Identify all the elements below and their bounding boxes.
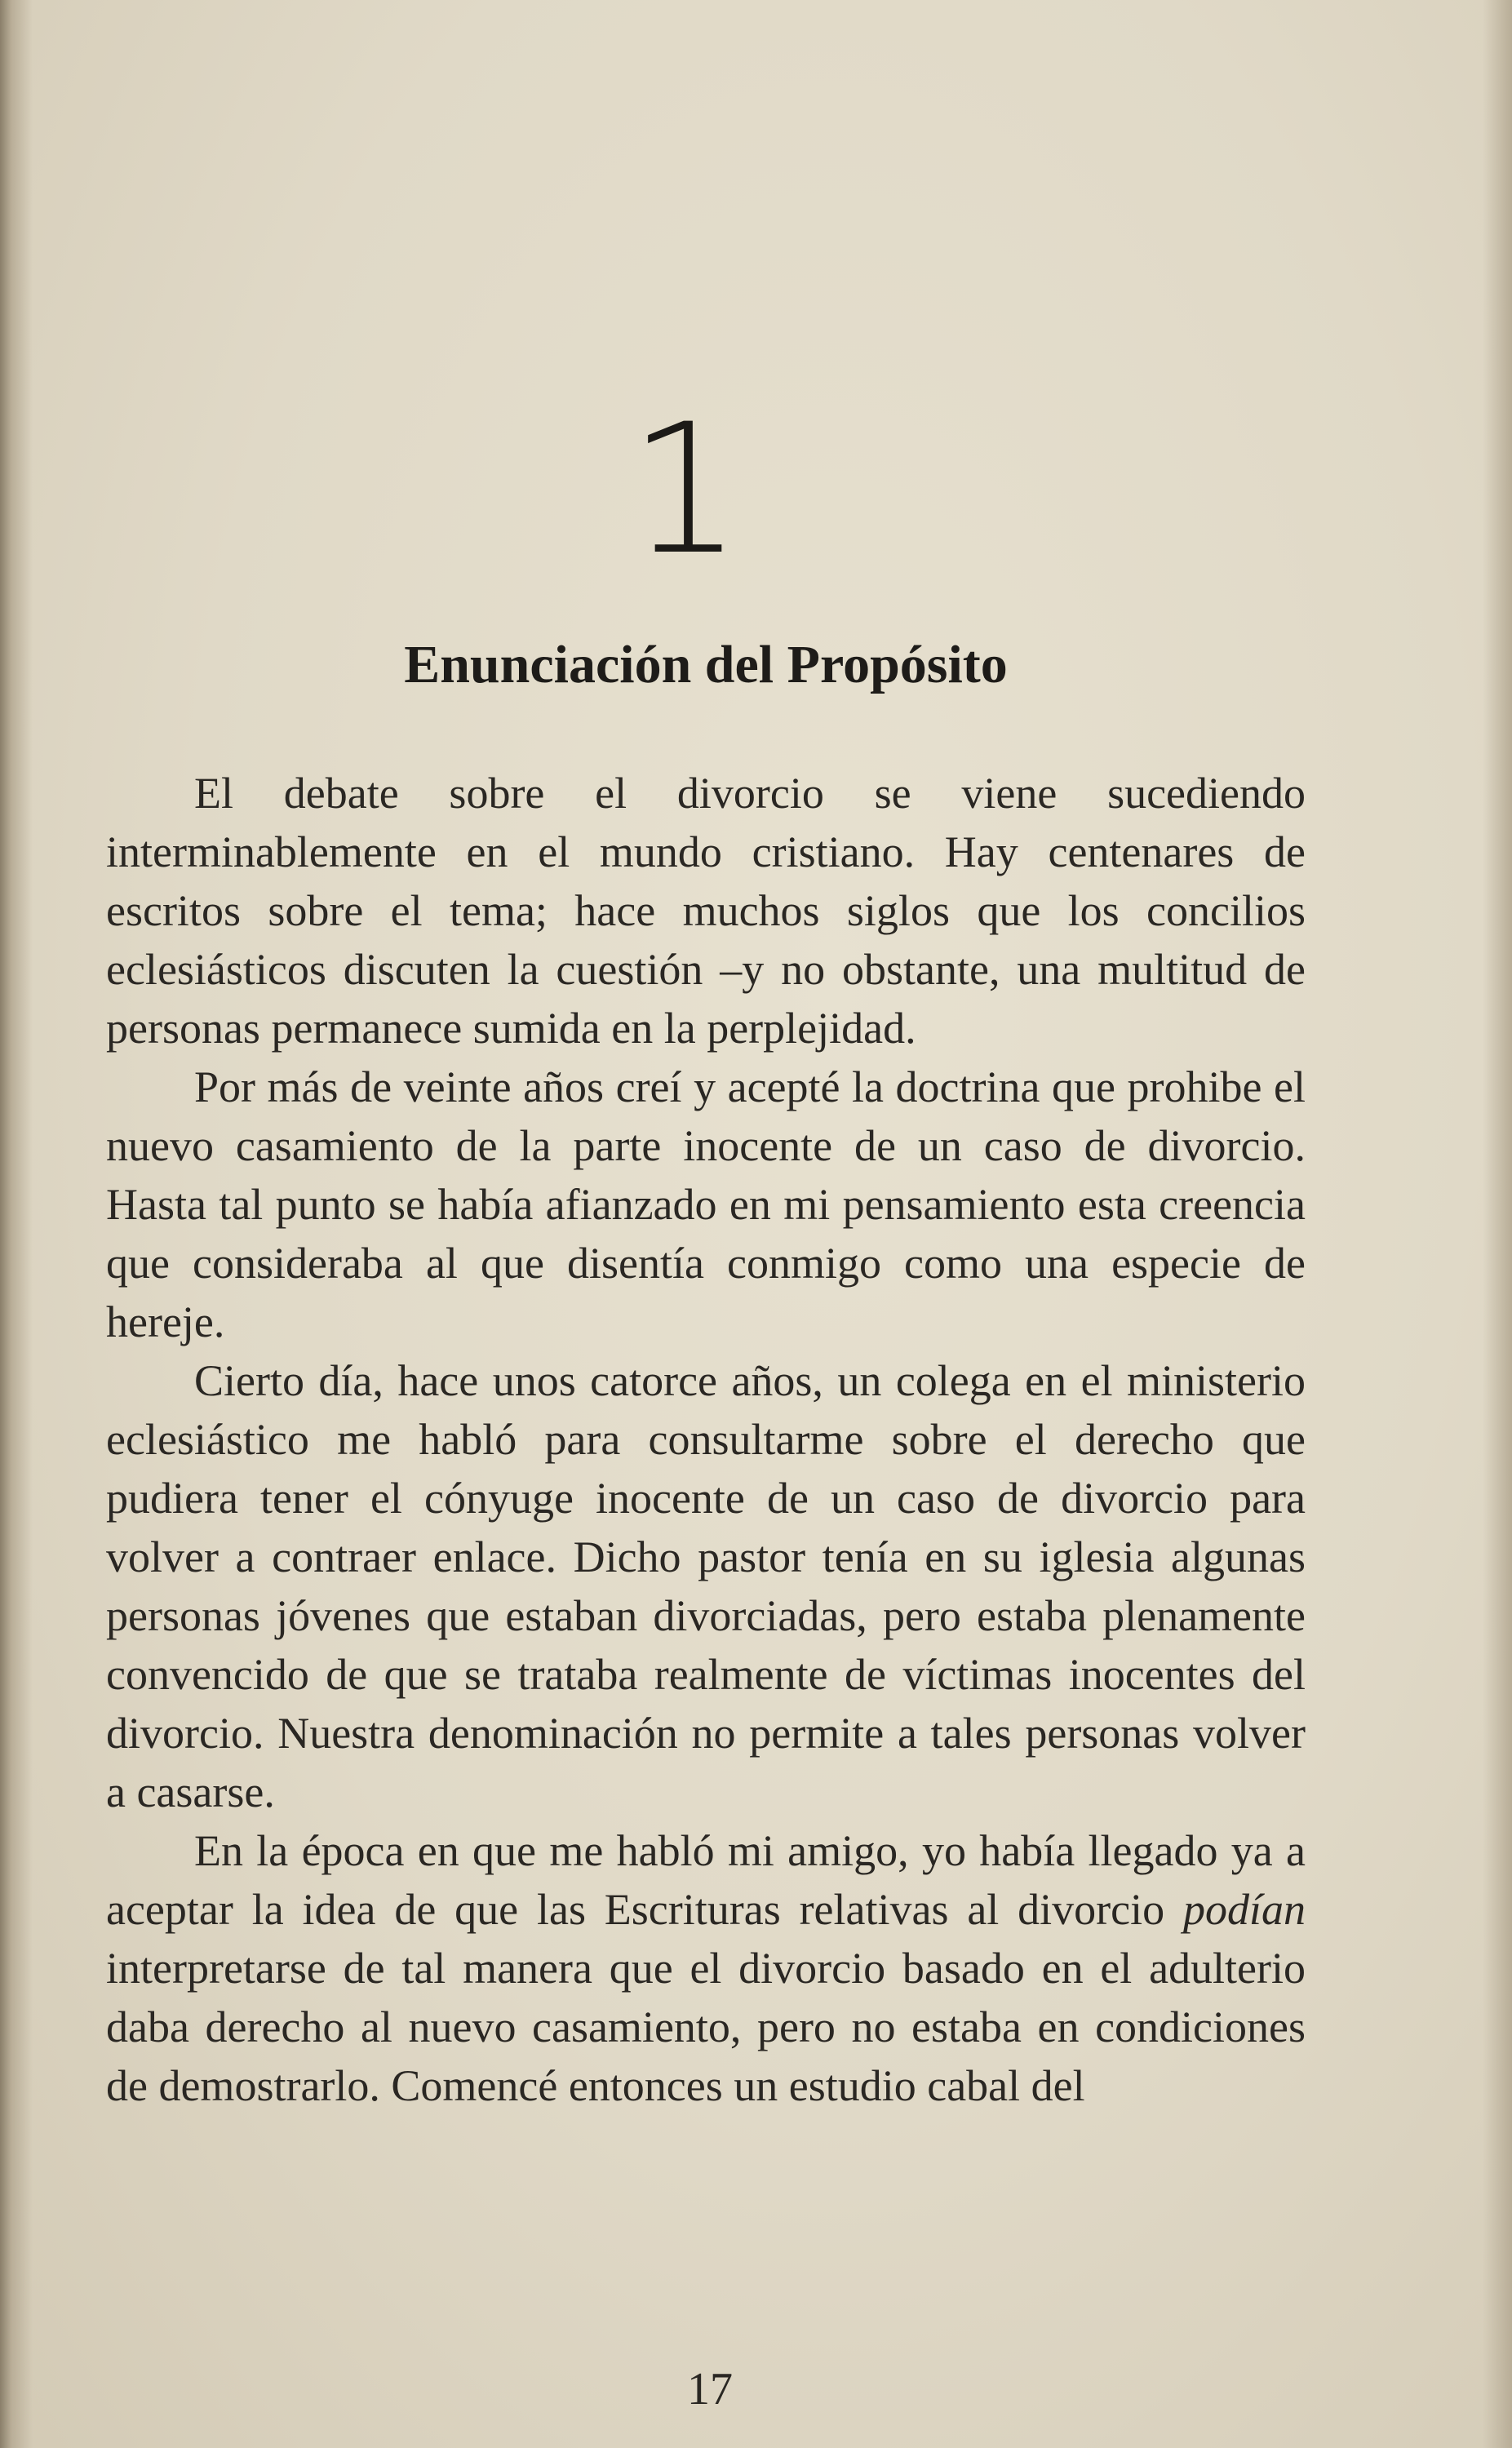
paragraph-2: Por más de veinte años creí y acepté la doctrina que prohibe el nuevo casamiento de la parte inocente de un caso de divorcio. Hasta tal punto se había afianzado en mi pensamiento esta creencia que consideraba al que disentía conmigo como una especie de hereje. xyxy=(106,1062,1306,1346)
paragraph-4-emphasis: podían xyxy=(1182,1885,1306,1934)
paragraph-3: Cierto día, hace unos catorce años, un colega en el ministerio eclesiástico me habló para consultarme sobre el derecho que pudiera tener el cónyuge inocente de un caso de divorcio para volver a contraer enlace. Dicho pastor tenía en su iglesia algunas personas jóvenes que estaban divorciadas, pero estaba plenamente convencido de que se trataba realmente de víctimas inocentes del divorcio. Nuestra denominación no permite a tales personas volver a casarse. xyxy=(106,1356,1306,1816)
paragraph-1: El debate sobre el divorcio se viene sucediendo interminablemente en el mundo cristiano. Hay centenares de escritos sobre el tema; hace muchos siglos que los concilios eclesiásticos discuten la cuestión –y no obstante, una multitud de personas permanece sumida en la perplejidad. xyxy=(106,769,1306,1053)
body-text xyxy=(106,764,1306,2115)
chapter-title: Enunciación del Propósito xyxy=(404,635,1008,694)
page-number: 17 xyxy=(687,2364,733,2415)
paragraph-4-after: interpretarse de tal manera que el divorcio basado en el adulterio daba derecho al nuevo casamiento, pero no estaba en condiciones de demostrarlo. Comencé entonces un estudio cabal del xyxy=(106,1944,1306,2110)
paragraph-4-before: En la época en que me habló mi amigo, yo había llegado ya a aceptar la idea de que las Escrituras relativas al divorcio xyxy=(106,1826,1306,1934)
paragraph-4 xyxy=(106,1821,1306,2115)
chapter-number: 1 xyxy=(628,385,743,594)
